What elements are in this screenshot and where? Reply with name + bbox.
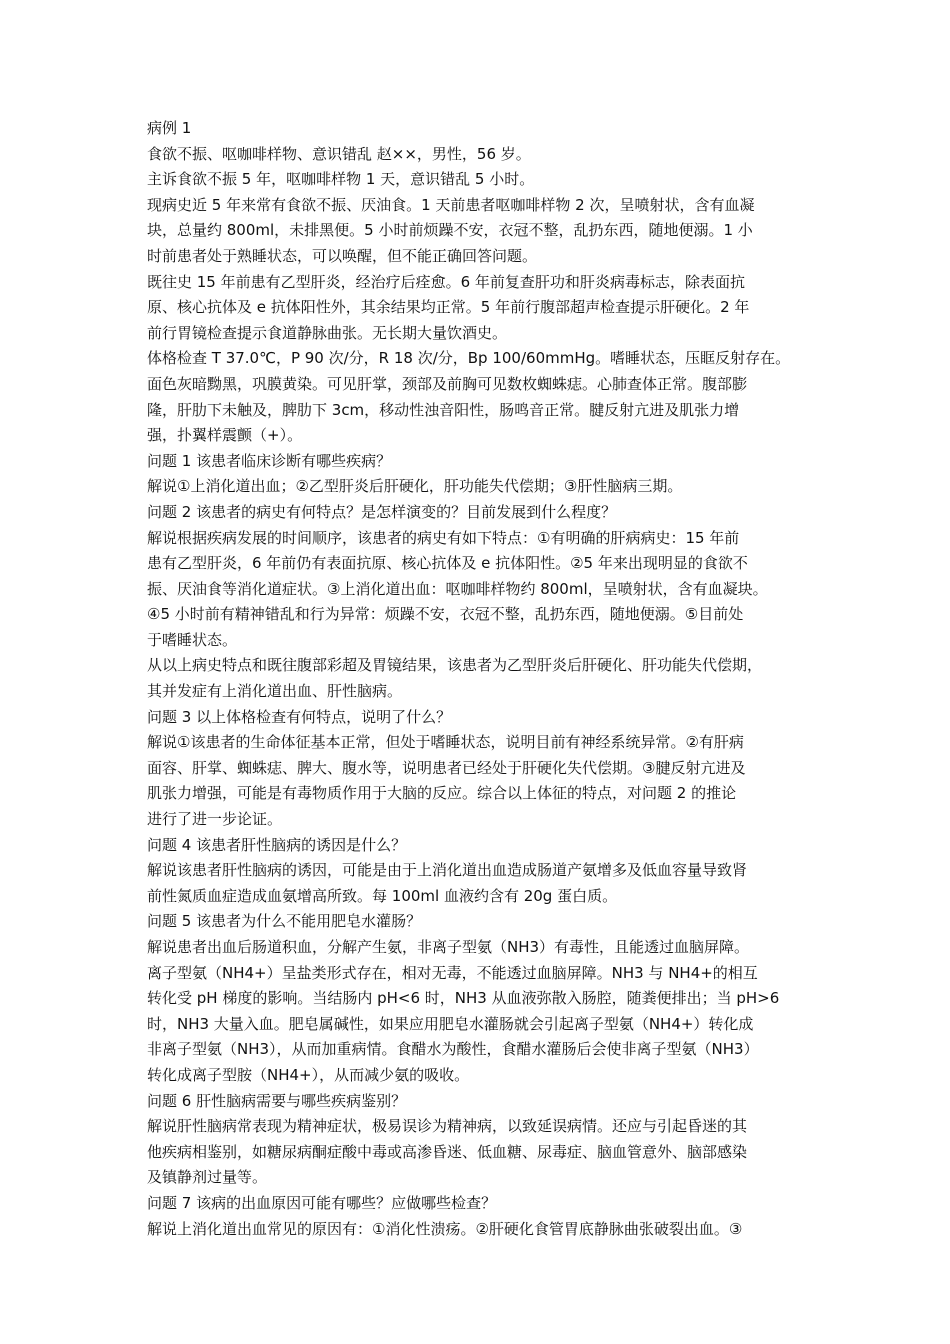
document-page (147, 116, 811, 1242)
answer-line: ④5 小时前有精神错乱和行为异常：烦躁不安，衣冠不整，乱扔东西，随地便溺。⑤目前处 (147, 605, 744, 624)
answer-line: 非离子型氨（NH3），从而加重病情。食醋水为酸性，食醋水灌肠后会使非离子型氨（NH3） (147, 1040, 759, 1059)
question-heading: 问题 1 该患者临床诊断有哪些疾病？ (147, 451, 392, 470)
answer-line: 时，NH3 大量入血。肥皂属碱性，如果应用肥皂水灌肠就会引起离子型氨（NH4+）转化成 (147, 1014, 754, 1033)
answer-line: 解说患者出血后肠道积血，分解产生氨，非离子型氨（NH3）有毒性，且能透过血脑屏障。 (147, 938, 750, 956)
question-heading: 问题 3 以上体格检查有何特点，说明了什么？ (147, 707, 452, 726)
answer-line: 解说根据疾病发展的时间顺序，该患者的病史有如下特点：①有明确的肝病病史：15 年前 (147, 528, 740, 547)
present-illness-line: 现病史近 5 年来常有食欲不振、厌油食。1 天前患者呕咖啡样物 2 次，呈喷射状，含有血凝 (147, 195, 755, 214)
answer-line: 解说①该患者的生命体征基本正常，但处于嗜睡状态，说明目前有神经系统异常。②有肝病 (147, 733, 744, 752)
answer-line: 其并发症有上消化道出血、肝性脑病。 (147, 682, 403, 701)
question-heading: 问题 7 该病的出血原因可能有哪些？应做哪些检查？ (147, 1193, 497, 1212)
question-heading: 问题 5 该患者为什么不能用肥皂水灌肠？ (147, 912, 422, 931)
answer-line: 他疾病相鉴别，如糖尿病酮症酸中毒或高渗昏迷、低血糖、尿毒症、脑血管意外、脑部感染 (147, 1142, 748, 1161)
answer-line: 从以上病史特点和既往腹部彩超及胃镜结果，该患者为乙型肝炎后肝硬化、肝功能失代偿期， (147, 656, 763, 675)
past-history-line: 既往史 15 年前患有乙型肝炎，经治疗后痊愈。6 年前复查肝功和肝炎病毒标志，除表面抗 (147, 272, 745, 291)
answer-line: 振、厌油食等消化道症状。③上消化道出血：呕咖啡样物约 800ml，呈喷射状，含有血凝块。 (147, 579, 768, 598)
present-illness-line: 块，总量约 800ml，未排黑便。5 小时前烦躁不安，衣冠不整，乱扔东西，随地便溺。1 小 (147, 221, 753, 240)
question-heading: 问题 2 该患者的病史有何特点？是怎样演变的？目前发展到什么程度？ (147, 502, 617, 521)
physical-exam-line: 隆，肝肋下未触及，脾肋下 3cm，移动性浊音阳性，肠鸣音正常。腱反射亢进及肌张力增 (147, 400, 740, 419)
past-history-line: 原、核心抗体及 e 抗体阳性外，其余结果均正常。5 年前行腹部超声检查提示肝硬化。2 年 (147, 298, 750, 317)
question-heading: 问题 4 该患者肝性脑病的诱因是什么？ (147, 835, 407, 854)
answer-line: 面容、肝掌、蜘蛛痣、脾大、腹水等，说明患者已经处于肝硬化失代偿期。③腱反射亢进及 (147, 758, 746, 777)
answer-line: 于嗜睡状态。 (147, 630, 238, 649)
answer-line: 进行了进一步论证。 (147, 810, 283, 829)
answer-line: 离子型氨（NH4+）呈盐类形式存在，相对无毒，不能透过血脑屏障。NH3 与 NH4+的相互 (147, 963, 758, 982)
chief-complaint: 主诉食欲不振 5 年，呕咖啡样物 1 天，意识错乱 5 小时。 (147, 170, 535, 189)
answer-line: 前性氮质血症造成血氨增高所致。每 100ml 血液约含有 20g 蛋白质。 (147, 886, 618, 905)
case-summary: 食欲不振、呕咖啡样物、意识错乱 赵××，男性，56 岁。 (147, 144, 531, 163)
answer-line: 及镇静剂过量等。 (147, 1168, 268, 1187)
present-illness-line: 时前患者处于熟睡状态，可以唤醒，但不能正确回答问题。 (147, 246, 538, 265)
answer-line: 解说该患者肝性脑病的诱因，可能是由于上消化道出血造成肠道产氨增多及低血容量导致肾 (147, 861, 748, 880)
physical-exam-line: 面色灰暗黝黑，巩膜黄染。可见肝掌，颈部及前胸可见数枚蜘蛛痣。心肺查体正常。腹部膨 (147, 374, 748, 393)
answer-line: 转化成离子型胺（NH4+），从而减少氨的吸收。 (147, 1065, 470, 1084)
answer-line: 肌张力增强，可能是有毒物质作用于大脑的反应。综合以上体征的特点，对问题 2 的推论 (147, 784, 737, 803)
past-history-line: 前行胃镜检查提示食道静脉曲张。无长期大量饮酒史。 (147, 323, 508, 342)
question-heading: 问题 6 肝性脑病需要与哪些疾病鉴别？ (147, 1091, 407, 1110)
physical-exam-line: 强，扑翼样震颤（+）。 (147, 426, 303, 445)
answer-line: 解说①上消化道出血；②乙型肝炎后肝硬化，肝功能失代偿期；③肝性脑病三期。 (147, 477, 683, 496)
physical-exam-line: 体格检查 T 37.0℃，P 90 次/分，R 18 次/分，Bp 100/60mmHg。嗜睡状态，压眶反射存在。 (147, 349, 791, 368)
case-title: 病例 1 (147, 119, 192, 137)
answer-line: 转化受 pH 梯度的影响。当结肠内 pH<6 时，NH3 从血液弥散入肠腔，随粪便排出；当 pH>6 (147, 989, 780, 1008)
answer-line: 解说上消化道出血常见的原因有：①消化性溃疡。②肝硬化食管胃底静脉曲张破裂出血。③ (147, 1219, 743, 1238)
answer-line: 患有乙型肝炎，6 年前仍有表面抗原、核心抗体及 e 抗体阳性。②5 年来出现明显的食欲不 (147, 554, 748, 573)
answer-line: 解说肝性脑病常表现为精神症状，极易误诊为精神病，以致延误病情。还应与引起昏迷的其 (147, 1117, 748, 1136)
